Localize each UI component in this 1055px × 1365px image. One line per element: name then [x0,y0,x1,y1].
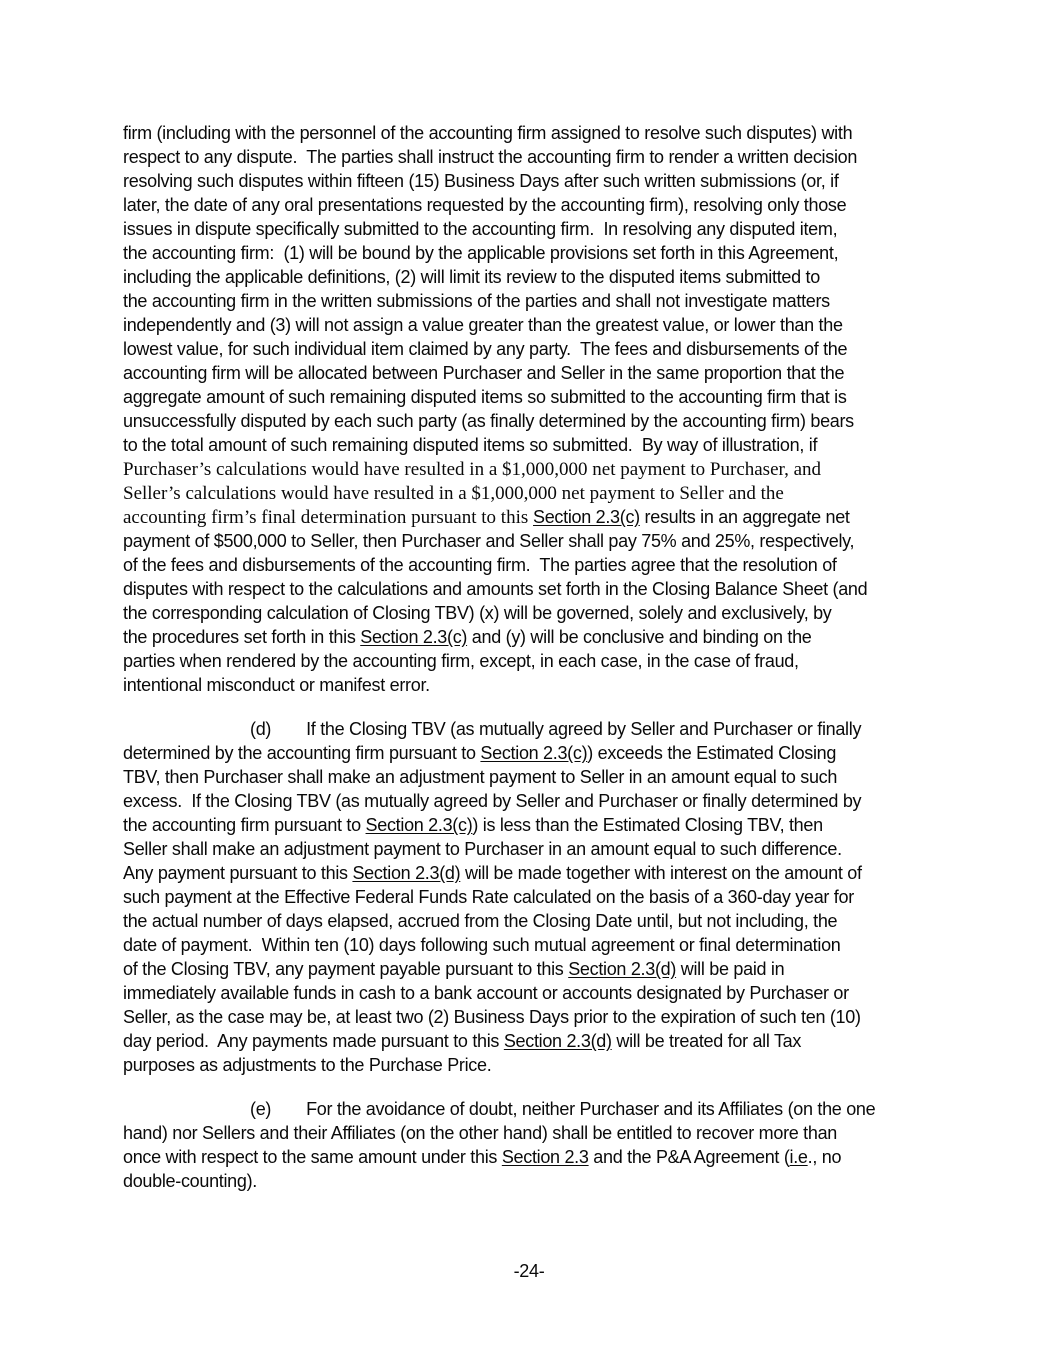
text-segment: day period. Any payments made pursuant to this [123,1031,504,1051]
text-line [123,1053,943,1077]
text-line [123,457,943,481]
text-segment: aggregate amount of such remaining disputed items so submitted to the accounting firm that is [123,387,847,407]
text-line [123,385,943,409]
text-segment: to the total amount of such remaining disputed items so submitted. By way of illustration, if [123,435,818,455]
text-segment: the accounting firm pursuant to [123,815,366,835]
text-line [123,337,943,361]
section-reference: i.e [789,1147,808,1167]
page-number: -24- [513,1261,545,1281]
text-line [123,741,943,765]
paragraph-section-2-3-e [123,1097,943,1193]
text-segment: issues in dispute specifically submitted to the accounting firm. In resolving any disputed item, [123,219,838,239]
section-reference: Section 2.3(c) [360,627,468,647]
text-segment: For the avoidance of doubt, neither Purchaser and its Affiliates (on the one [306,1099,876,1119]
text-segment: of the fees and disbursements of the accounting firm. The parties agree that the resolution of [123,555,837,575]
text-line [123,241,943,265]
text-line [123,289,943,313]
text-segment: such payment at the Effective Federal Funds Rate calculated on the basis of a 360-day year for [123,887,854,907]
text-line [123,861,943,885]
text-segment: unsuccessfully disputed by each such party (as finally determined by the accounting firm) bears [123,411,854,431]
text-segment: once with respect to the same amount under this [123,1147,502,1167]
text-segment: TBV, then Purchaser shall make an adjustment payment to Seller in an amount equal to such [123,767,838,787]
text-segment: Seller, as the case may be, at least two (2) Business Days prior to the expiration of such ten (10) [123,1007,861,1027]
text-segment: independently and (3) will not assign a value greater than the greatest value, or lower than the [123,315,843,335]
text-segment: later, the date of any oral presentations requested by the accounting firm), resolving only those [123,195,847,215]
text-line [123,577,943,601]
text-line [123,625,943,649]
text-segment: the accounting firm: (1) will be bound by the applicable provisions set forth in this Agreement, [123,243,839,263]
text-line [123,145,943,169]
text-line [123,1029,943,1053]
text-line [123,813,943,837]
text-segment: the corresponding calculation of Closing TBV) (x) will be governed, solely and exclusively, by [123,603,832,623]
paragraph-section-2-3-c-continuation [123,121,943,697]
section-reference: Section 2.3(d) [352,863,461,883]
section-reference: Section 2.3(d) [568,959,677,979]
text-segment: Seller’s calculations would have resulted in a $1,000,000 net payment to Seller and the [123,483,784,504]
section-reference: Section 2.3(d) [503,1031,612,1051]
text-line [123,1005,943,1029]
text-line [123,673,943,697]
text-line [123,837,943,861]
text-segment: will be made together with interest on the amount of [460,863,862,883]
text-line [123,433,943,457]
text-segment: the accounting firm in the written submissions of the parties and shall not investigate matters [123,291,830,311]
text-segment: respect to any dispute. The parties shall instruct the accounting firm to render a written decision [123,147,858,167]
text-segment: results in an aggregate net [639,507,850,527]
text-segment: double-counting). [123,1171,257,1191]
text-segment: date of payment. Within ten (10) days following such mutual agreement or final determination [123,935,841,955]
text-segment: accounting firm’s final determination pursuant to this [123,507,533,528]
text-line [123,789,943,813]
text-segment: will be paid in [676,959,785,979]
text-segment: excess. If the Closing TBV (as mutually agreed by Seller and Purchaser or finally determined by [123,791,862,811]
text-segment: the procedures set forth in this [123,627,361,647]
text-line [123,981,943,1005]
document-body [123,121,943,1193]
text-line [123,885,943,909]
paragraph-label: (d) [250,719,272,739]
text-line [123,169,943,193]
text-segment: Seller shall make an adjustment payment to Purchaser in an amount equal to such difference. [123,839,842,859]
text-segment: will be treated for all Tax [611,1031,802,1051]
text-line [123,933,943,957]
text-line [123,217,943,241]
text-segment: parties when rendered by the accounting firm, except, in each case, in the case of fraud, [123,651,799,671]
text-line [123,553,943,577]
section-reference: Section 2.3 [501,1147,589,1167]
text-line [123,957,943,981]
text-line [123,1097,943,1121]
text-line [123,1145,943,1169]
text-line [123,505,943,529]
text-line [123,481,943,505]
text-line [123,121,943,145]
text-line [123,765,943,789]
text-line [123,265,943,289]
text-segment: the actual number of days elapsed, accrued from the Closing Date until, but not including, the [123,911,838,931]
text-segment: lowest value, for such individual item claimed by any party. The fees and disbursements of the [123,339,848,359]
text-segment: intentional misconduct or manifest error. [123,675,430,695]
text-line [123,1121,943,1145]
text-line [123,1169,943,1193]
text-segment: resolving such disputes within fifteen (15) Business Days after such written submissions (or, if [123,171,839,191]
text-segment: Any payment pursuant to this [123,863,353,883]
text-line [123,649,943,673]
text-line [123,193,943,217]
text-segment: purposes as adjustments to the Purchase Price. [123,1055,492,1075]
text-line [123,313,943,337]
text-segment: ) exceeds the Estimated Closing [587,743,837,763]
text-line [123,601,943,625]
text-segment: firm (including with the personnel of the accounting firm assigned to resolve such disputes) with [123,123,853,143]
text-segment: hand) nor Sellers and their Affiliates (on the other hand) shall be entitled to recover more than [123,1123,838,1143]
text-segment: of the Closing TBV, any payment payable pursuant to this [123,959,569,979]
text-segment: determined by the accounting firm pursuant to [123,743,481,763]
text-segment: If the Closing TBV (as mutually agreed by Seller and Purchaser or finally [306,719,862,739]
text-segment: immediately available funds in cash to a bank account or accounts designated by Purchaser or [123,983,849,1003]
text-line [123,717,943,741]
text-segment: including the applicable definitions, (2) will limit its review to the disputed items submitted to [123,267,820,287]
text-segment: ) is less than the Estimated Closing TBV, then [472,815,823,835]
text-segment: ., no [807,1147,842,1167]
section-reference: Section 2.3(c) [365,815,473,835]
text-line [123,361,943,385]
paragraph-section-2-3-d [123,717,943,1077]
section-reference: Section 2.3(c) [480,743,588,763]
text-segment: and (y) will be conclusive and binding on the [467,627,812,647]
paragraph-label: (e) [250,1099,272,1119]
text-line [123,409,943,433]
section-reference: Section 2.3(c) [533,507,640,527]
text-line [123,909,943,933]
text-segment: accounting firm will be allocated between Purchaser and Seller in the same proportion that the [123,363,845,383]
text-line [123,529,943,553]
text-segment: and the P&A Agreement ( [588,1147,790,1167]
text-segment: Purchaser’s calculations would have resulted in a $1,000,000 net payment to Purchaser, and [123,459,822,480]
text-segment: disputes with respect to the calculations and amounts set forth in the Closing Balance Sheet (and [123,579,868,599]
text-segment: payment of $500,000 to Seller, then Purchaser and Seller shall pay 75% and 25%, respectively, [123,531,855,551]
